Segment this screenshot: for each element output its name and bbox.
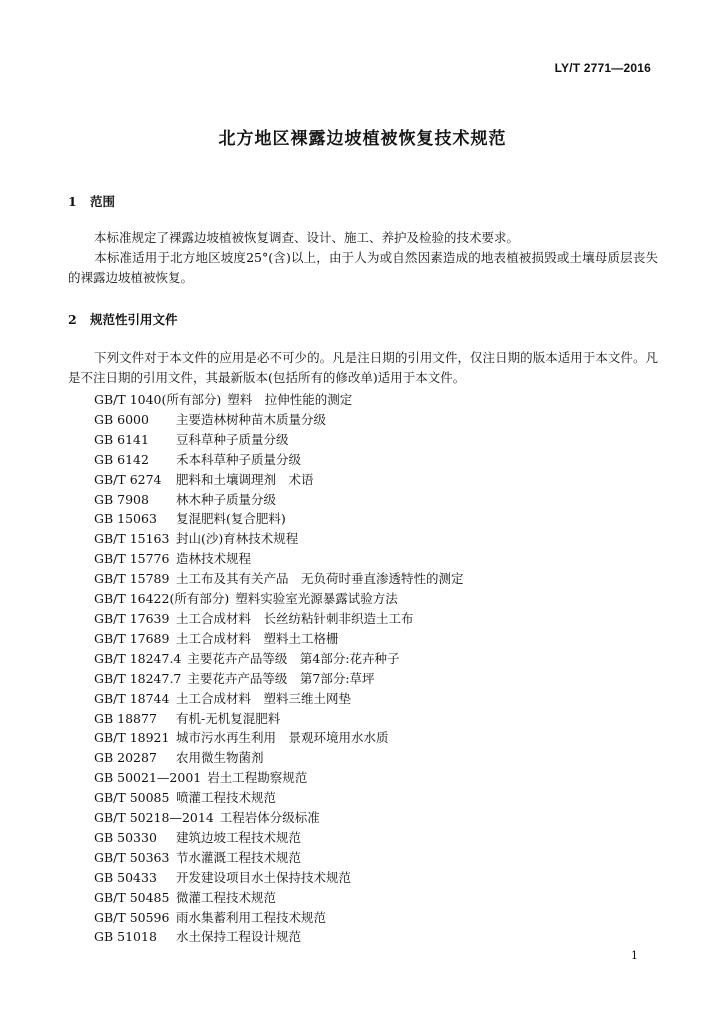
reference-item <box>94 669 464 689</box>
reference-code: GB 6000 <box>94 411 149 427</box>
reference-title: 建筑边坡工程技术规范 <box>176 829 302 845</box>
section-2-title: 规范性引用文件 <box>90 312 178 327</box>
reference-code: GB/T 15776 <box>94 551 170 567</box>
reference-item <box>94 569 464 589</box>
reference-item <box>94 649 464 669</box>
reference-title: 肥料和土壤调理剂 术语 <box>176 471 314 487</box>
reference-item <box>94 529 464 549</box>
reference-code: GB/T 15163 <box>94 531 170 547</box>
reference-item <box>94 868 464 888</box>
reference-item <box>94 808 464 828</box>
reference-code: GB/T 17689 <box>94 630 170 646</box>
reference-code: GB/T 18247.7 <box>94 670 182 686</box>
reference-code: GB 6141 <box>94 431 149 447</box>
reference-code: GB 18877 <box>94 710 157 726</box>
reference-code: GB/T 1040(所有部分) <box>94 392 222 407</box>
reference-item <box>94 509 464 529</box>
scope-text-1: 本标准规定了裸露边坡植被恢复调查、设计、施工、养护及检验的技术要求。 <box>94 230 520 245</box>
reference-title: 土工布及其有关产品 无负荷时垂直渗透特性的测定 <box>176 571 464 587</box>
reference-title: 微灌工程技术规范 <box>176 889 277 905</box>
reference-item <box>94 549 464 569</box>
reference-item <box>94 888 464 908</box>
reference-title: 岩土工程勘察规范 <box>207 770 308 786</box>
reference-title: 开发建设项目水土保持技术规范 <box>176 869 352 885</box>
reference-item <box>94 589 464 609</box>
reference-title: 雨水集蓄利用工程技术规范 <box>176 909 327 925</box>
reference-item <box>94 728 464 748</box>
document-title: 北方地区裸露边坡植被恢复技术规范 <box>218 129 507 149</box>
section-2-heading <box>68 310 178 328</box>
reference-title: 节水灌溉工程技术规范 <box>176 849 302 865</box>
reference-item <box>94 709 464 729</box>
reference-title: 土工合成材料 长丝纺粘针刺非织造土工布 <box>176 610 414 626</box>
reference-code: GB/T 50085 <box>94 790 170 806</box>
section-1-title: 范围 <box>90 194 116 209</box>
reference-title: 复混肥料(复合肥料) <box>176 511 286 527</box>
section-1-paragraph-1 <box>68 228 658 248</box>
reference-item <box>94 828 464 848</box>
reference-item <box>94 908 464 928</box>
section-1-paragraph-2 <box>68 248 658 288</box>
reference-code: GB 7908 <box>94 491 149 507</box>
reference-title: 主要造林树种苗木质量分级 <box>176 411 327 427</box>
reference-code: GB/T 50363 <box>94 849 170 865</box>
reference-code: GB/T 16422(所有部分) <box>94 591 230 607</box>
reference-title: 禾本科草种子质量分级 <box>176 451 302 467</box>
reference-title: 造林技术规程 <box>176 551 252 567</box>
reference-code: GB 51018 <box>94 929 157 945</box>
reference-item <box>94 410 464 430</box>
reference-title: 主要花卉产品等级 第4部分:花卉种子 <box>187 650 400 666</box>
reference-code: GB 50330 <box>94 829 157 845</box>
reference-title: 工程岩体分级标准 <box>219 810 320 826</box>
reference-title: 封山(沙)育林技术规程 <box>176 531 299 547</box>
section-1-number: 1 <box>68 194 77 209</box>
reference-code: GB/T 15789 <box>94 571 170 587</box>
reference-title: 塑料实验室光源暴露试验方法 <box>235 591 398 607</box>
reference-title: 豆科草种子质量分级 <box>176 431 289 447</box>
reference-item <box>94 927 464 947</box>
reference-code: GB/T 50596 <box>94 909 170 925</box>
reference-code: GB 15063 <box>94 511 157 527</box>
standard-code: LY/T 2771—2016 <box>554 61 651 75</box>
reference-title: 有机-无机复混肥料 <box>176 710 281 726</box>
section-1-heading <box>68 192 115 210</box>
reference-code: GB 50021—2001 <box>94 770 202 786</box>
reference-title: 林木种子质量分级 <box>176 491 277 507</box>
reference-item <box>94 450 464 470</box>
reference-title: 塑料 拉伸性能的测定 <box>227 392 353 407</box>
reference-code: GB/T 18744 <box>94 690 170 706</box>
reference-title: 农用微生物菌剂 <box>176 750 264 766</box>
reference-item <box>94 629 464 649</box>
reference-title: 主要花卉产品等级 第7部分:草坪 <box>187 670 375 686</box>
reference-item <box>94 470 464 490</box>
reference-item <box>94 748 464 768</box>
reference-code: GB 6142 <box>94 451 149 467</box>
reference-item <box>94 788 464 808</box>
reference-code: GB 50433 <box>94 869 157 885</box>
reference-item <box>94 390 464 410</box>
reference-title: 土工合成材料 塑料三维土网垫 <box>176 690 352 706</box>
reference-item <box>94 689 464 709</box>
section-2-number: 2 <box>68 312 77 327</box>
reference-list <box>94 390 464 947</box>
reference-title: 土工合成材料 塑料土工格栅 <box>176 630 339 646</box>
normative-intro-text: 下列文件对于本文件的应用是必不可少的。凡是注日期的引用文件，仅注日期的版本适用于本文件。凡是不注日期的引用文件，其最新版本(包括所有的修改单)适用于本文件。 <box>68 350 658 385</box>
reference-title: 喷灌工程技术规范 <box>176 790 277 806</box>
reference-code: GB/T 18921 <box>94 730 170 746</box>
reference-code: GB/T 50485 <box>94 889 170 905</box>
reference-item <box>94 848 464 868</box>
reference-code: GB/T 6274 <box>94 471 162 487</box>
reference-item <box>94 490 464 510</box>
reference-item <box>94 609 464 629</box>
reference-item <box>94 768 464 788</box>
reference-item <box>94 430 464 450</box>
reference-title: 水土保持工程设计规范 <box>176 929 302 945</box>
scope-text-2: 本标准适用于北方地区坡度25°(含)以上，由于人为或自然因素造成的地表植被损毁或土壤母质层丧失的裸露边坡植被恢复。 <box>68 250 658 285</box>
reference-code: GB/T 17639 <box>94 610 170 626</box>
reference-code: GB 20287 <box>94 750 157 766</box>
section-2-intro <box>68 348 658 388</box>
reference-code: GB/T 50218—2014 <box>94 810 214 826</box>
page-number: 1 <box>631 949 638 962</box>
reference-code: GB/T 18247.4 <box>94 650 182 666</box>
reference-title: 城市污水再生利用 景观环境用水水质 <box>176 730 389 746</box>
